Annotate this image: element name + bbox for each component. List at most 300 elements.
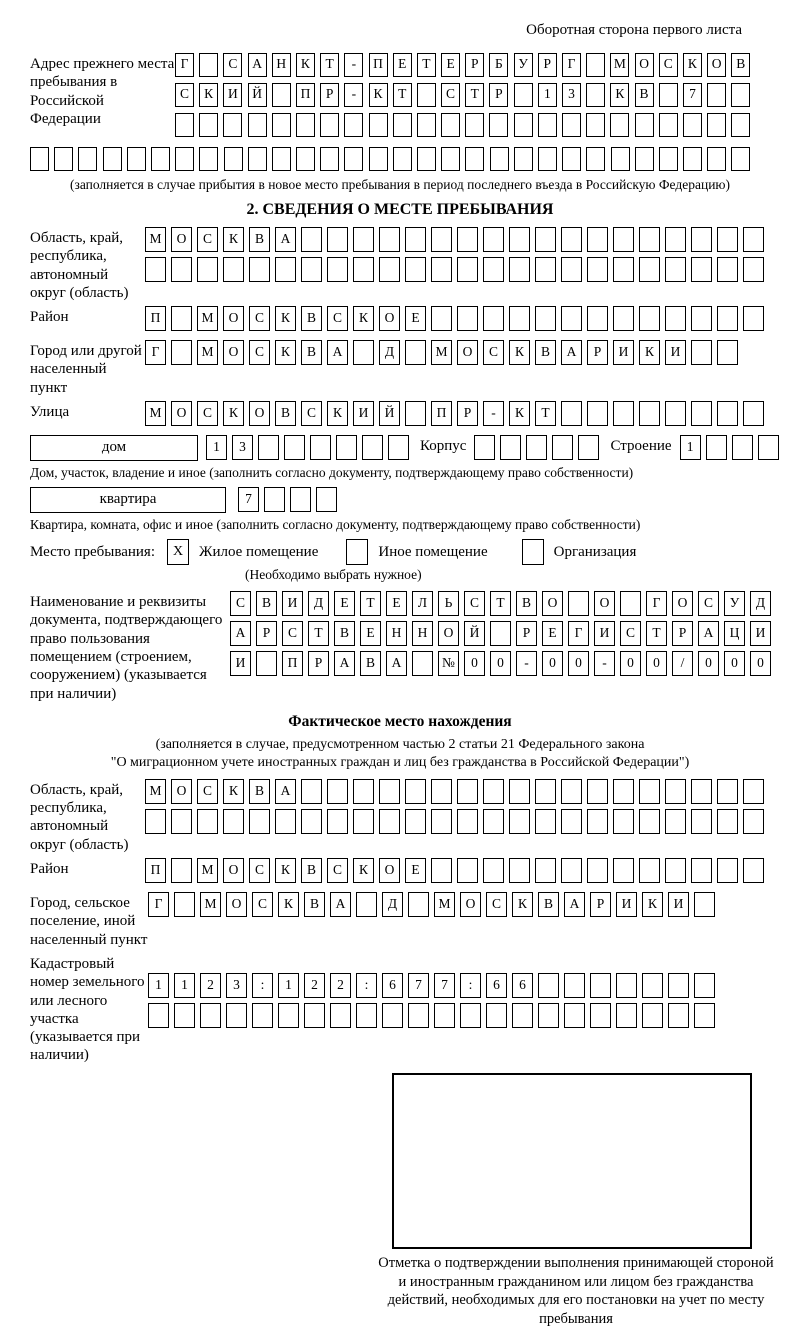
char-cell[interactable] <box>486 1003 507 1028</box>
char-cell[interactable] <box>465 113 484 137</box>
char-cell[interactable]: И <box>668 892 689 917</box>
char-cell[interactable] <box>731 83 750 107</box>
char-cell[interactable] <box>743 858 764 883</box>
char-cell[interactable] <box>457 306 478 331</box>
char-cell[interactable]: Д <box>308 591 329 616</box>
char-cell[interactable]: К <box>639 340 660 365</box>
char-cell[interactable]: Е <box>386 591 407 616</box>
char-cell[interactable]: С <box>327 306 348 331</box>
char-cell[interactable]: К <box>223 779 244 804</box>
char-cell[interactable] <box>483 257 504 282</box>
char-cell[interactable]: Т <box>646 621 667 646</box>
char-cell[interactable] <box>460 1003 481 1028</box>
char-cell[interactable]: Й <box>464 621 485 646</box>
char-cell[interactable] <box>683 147 702 171</box>
char-cell[interactable] <box>405 779 426 804</box>
char-cell[interactable] <box>296 113 315 137</box>
char-cell[interactable] <box>171 257 192 282</box>
char-cell[interactable] <box>310 435 331 460</box>
char-cell[interactable]: В <box>516 591 537 616</box>
char-cell[interactable] <box>174 1003 195 1028</box>
char-cell[interactable]: Б <box>489 53 508 77</box>
char-cell[interactable] <box>635 147 654 171</box>
char-cell[interactable]: В <box>304 892 325 917</box>
char-cell[interactable] <box>408 892 429 917</box>
char-cell[interactable]: А <box>275 779 296 804</box>
char-cell[interactable]: И <box>223 83 242 107</box>
char-cell[interactable] <box>717 340 738 365</box>
char-cell[interactable] <box>707 83 726 107</box>
char-cell[interactable]: А <box>248 53 267 77</box>
char-cell[interactable]: И <box>665 340 686 365</box>
char-cell[interactable] <box>175 147 194 171</box>
char-cell[interactable]: - <box>483 401 504 426</box>
char-cell[interactable] <box>252 1003 273 1028</box>
char-cell[interactable] <box>586 53 605 77</box>
char-cell[interactable] <box>691 340 712 365</box>
char-cell[interactable]: 1 <box>148 973 169 998</box>
char-cell[interactable] <box>457 779 478 804</box>
char-cell[interactable] <box>587 809 608 834</box>
char-cell[interactable] <box>457 227 478 252</box>
char-cell[interactable] <box>586 147 605 171</box>
char-cell[interactable]: 7 <box>238 487 259 512</box>
char-cell[interactable]: Р <box>320 83 339 107</box>
char-cell[interactable] <box>561 227 582 252</box>
confirmation-stamp-box[interactable] <box>392 1073 752 1249</box>
char-cell[interactable] <box>538 1003 559 1028</box>
char-cell[interactable]: С <box>282 621 303 646</box>
char-cell[interactable]: С <box>486 892 507 917</box>
char-cell[interactable] <box>613 257 634 282</box>
char-cell[interactable] <box>639 858 660 883</box>
char-cell[interactable] <box>316 487 337 512</box>
char-cell[interactable]: Й <box>248 83 267 107</box>
char-cell[interactable]: О <box>672 591 693 616</box>
char-cell[interactable] <box>665 779 686 804</box>
char-cell[interactable] <box>30 147 49 171</box>
char-cell[interactable] <box>587 401 608 426</box>
char-cell[interactable] <box>691 779 712 804</box>
char-cell[interactable]: В <box>301 858 322 883</box>
char-cell[interactable]: Д <box>379 340 400 365</box>
char-cell[interactable]: - <box>594 651 615 676</box>
char-cell[interactable] <box>613 858 634 883</box>
char-cell[interactable] <box>272 147 291 171</box>
char-cell[interactable]: 1 <box>278 973 299 998</box>
char-cell[interactable] <box>441 147 460 171</box>
char-cell[interactable]: Г <box>646 591 667 616</box>
char-cell[interactable] <box>171 340 192 365</box>
char-cell[interactable] <box>353 809 374 834</box>
char-cell[interactable]: К <box>275 340 296 365</box>
char-cell[interactable]: 0 <box>542 651 563 676</box>
char-cell[interactable] <box>171 809 192 834</box>
char-cell[interactable]: Е <box>405 306 426 331</box>
char-cell[interactable] <box>382 1003 403 1028</box>
char-cell[interactable]: В <box>249 779 270 804</box>
house-field-box[interactable]: дом <box>30 435 198 461</box>
char-cell[interactable] <box>490 147 509 171</box>
char-cell[interactable] <box>417 113 436 137</box>
char-cell[interactable]: О <box>707 53 726 77</box>
char-cell[interactable] <box>659 113 678 137</box>
char-cell[interactable] <box>743 306 764 331</box>
char-cell[interactable] <box>457 257 478 282</box>
char-cell[interactable] <box>743 227 764 252</box>
char-cell[interactable]: О <box>249 401 270 426</box>
char-cell[interactable] <box>509 779 530 804</box>
char-cell[interactable]: С <box>659 53 678 77</box>
char-cell[interactable] <box>223 257 244 282</box>
char-cell[interactable]: К <box>223 401 244 426</box>
char-cell[interactable] <box>620 591 641 616</box>
char-cell[interactable]: Е <box>334 591 355 616</box>
char-cell[interactable]: С <box>441 83 460 107</box>
char-cell[interactable] <box>568 591 589 616</box>
char-cell[interactable]: Р <box>587 340 608 365</box>
char-cell[interactable] <box>353 257 374 282</box>
char-cell[interactable]: П <box>145 306 166 331</box>
char-cell[interactable]: 0 <box>750 651 771 676</box>
char-cell[interactable] <box>639 401 660 426</box>
char-cell[interactable] <box>535 227 556 252</box>
char-cell[interactable]: С <box>223 53 242 77</box>
char-cell[interactable] <box>639 227 660 252</box>
char-cell[interactable]: 2 <box>330 973 351 998</box>
char-cell[interactable]: И <box>616 892 637 917</box>
char-cell[interactable] <box>431 257 452 282</box>
char-cell[interactable] <box>691 809 712 834</box>
char-cell[interactable] <box>405 257 426 282</box>
char-cell[interactable] <box>639 809 660 834</box>
char-cell[interactable]: Т <box>320 53 339 77</box>
char-cell[interactable]: В <box>535 340 556 365</box>
char-cell[interactable] <box>226 1003 247 1028</box>
char-cell[interactable]: М <box>145 779 166 804</box>
char-cell[interactable]: В <box>301 340 322 365</box>
char-cell[interactable]: Р <box>516 621 537 646</box>
char-cell[interactable] <box>717 779 738 804</box>
char-cell[interactable]: В <box>334 621 355 646</box>
char-cell[interactable] <box>514 147 533 171</box>
char-cell[interactable]: К <box>278 892 299 917</box>
char-cell[interactable] <box>275 809 296 834</box>
char-cell[interactable] <box>405 401 426 426</box>
char-cell[interactable] <box>586 113 605 137</box>
char-cell[interactable] <box>272 113 291 137</box>
char-cell[interactable] <box>717 306 738 331</box>
char-cell[interactable] <box>353 340 374 365</box>
char-cell[interactable] <box>642 973 663 998</box>
char-cell[interactable] <box>587 858 608 883</box>
residential-checkbox[interactable]: X <box>167 539 189 565</box>
char-cell[interactable]: М <box>145 401 166 426</box>
char-cell[interactable]: 3 <box>226 973 247 998</box>
char-cell[interactable] <box>509 306 530 331</box>
char-cell[interactable]: О <box>542 591 563 616</box>
char-cell[interactable] <box>561 401 582 426</box>
char-cell[interactable] <box>561 858 582 883</box>
char-cell[interactable] <box>248 113 267 137</box>
char-cell[interactable]: 7 <box>683 83 702 107</box>
char-cell[interactable] <box>639 257 660 282</box>
char-cell[interactable] <box>691 306 712 331</box>
char-cell[interactable]: Е <box>360 621 381 646</box>
char-cell[interactable] <box>717 227 738 252</box>
char-cell[interactable] <box>552 435 573 460</box>
char-cell[interactable]: Р <box>672 621 693 646</box>
char-cell[interactable] <box>683 113 702 137</box>
char-cell[interactable]: Н <box>412 621 433 646</box>
char-cell[interactable]: 2 <box>200 973 221 998</box>
char-cell[interactable]: Т <box>417 53 436 77</box>
char-cell[interactable] <box>665 809 686 834</box>
char-cell[interactable]: Г <box>145 340 166 365</box>
char-cell[interactable]: О <box>223 858 244 883</box>
char-cell[interactable]: А <box>561 340 582 365</box>
char-cell[interactable] <box>258 435 279 460</box>
char-cell[interactable] <box>278 1003 299 1028</box>
char-cell[interactable] <box>526 435 547 460</box>
char-cell[interactable] <box>535 306 556 331</box>
char-cell[interactable] <box>564 1003 585 1028</box>
char-cell[interactable]: К <box>327 401 348 426</box>
char-cell[interactable] <box>500 435 521 460</box>
char-cell[interactable] <box>197 257 218 282</box>
char-cell[interactable]: Е <box>441 53 460 77</box>
char-cell[interactable]: 3 <box>232 435 253 460</box>
char-cell[interactable] <box>535 809 556 834</box>
char-cell[interactable]: И <box>613 340 634 365</box>
char-cell[interactable] <box>171 306 192 331</box>
char-cell[interactable]: 0 <box>724 651 745 676</box>
char-cell[interactable] <box>336 435 357 460</box>
char-cell[interactable] <box>327 257 348 282</box>
char-cell[interactable]: О <box>223 340 244 365</box>
char-cell[interactable] <box>691 227 712 252</box>
char-cell[interactable]: С <box>197 779 218 804</box>
char-cell[interactable] <box>362 435 383 460</box>
char-cell[interactable] <box>514 83 533 107</box>
char-cell[interactable] <box>659 147 678 171</box>
char-cell[interactable] <box>249 809 270 834</box>
char-cell[interactable] <box>613 779 634 804</box>
char-cell[interactable]: Е <box>393 53 412 77</box>
char-cell[interactable]: А <box>698 621 719 646</box>
char-cell[interactable] <box>304 1003 325 1028</box>
char-cell[interactable]: Т <box>360 591 381 616</box>
char-cell[interactable]: К <box>296 53 315 77</box>
char-cell[interactable]: М <box>197 858 218 883</box>
char-cell[interactable] <box>272 83 291 107</box>
char-cell[interactable] <box>223 809 244 834</box>
char-cell[interactable]: О <box>438 621 459 646</box>
char-cell[interactable] <box>344 113 363 137</box>
char-cell[interactable]: Г <box>148 892 169 917</box>
char-cell[interactable]: О <box>226 892 247 917</box>
char-cell[interactable] <box>731 147 750 171</box>
char-cell[interactable] <box>353 227 374 252</box>
char-cell[interactable]: К <box>512 892 533 917</box>
char-cell[interactable]: К <box>223 227 244 252</box>
char-cell[interactable] <box>707 147 726 171</box>
char-cell[interactable]: М <box>197 340 218 365</box>
char-cell[interactable]: Н <box>272 53 291 77</box>
char-cell[interactable] <box>611 147 630 171</box>
char-cell[interactable] <box>590 973 611 998</box>
char-cell[interactable]: О <box>171 779 192 804</box>
char-cell[interactable]: 6 <box>382 973 403 998</box>
char-cell[interactable]: Е <box>405 858 426 883</box>
char-cell[interactable]: С <box>252 892 273 917</box>
char-cell[interactable] <box>103 147 122 171</box>
char-cell[interactable] <box>175 113 194 137</box>
char-cell[interactable] <box>717 858 738 883</box>
char-cell[interactable]: 6 <box>486 973 507 998</box>
char-cell[interactable]: 1 <box>206 435 227 460</box>
char-cell[interactable]: Р <box>590 892 611 917</box>
char-cell[interactable]: - <box>344 53 363 77</box>
char-cell[interactable] <box>717 257 738 282</box>
char-cell[interactable] <box>356 892 377 917</box>
char-cell[interactable] <box>199 113 218 137</box>
char-cell[interactable] <box>509 858 530 883</box>
char-cell[interactable] <box>694 1003 715 1028</box>
char-cell[interactable]: П <box>145 858 166 883</box>
char-cell[interactable] <box>731 113 750 137</box>
char-cell[interactable]: К <box>509 340 530 365</box>
char-cell[interactable] <box>145 257 166 282</box>
char-cell[interactable] <box>668 1003 689 1028</box>
char-cell[interactable] <box>379 809 400 834</box>
char-cell[interactable]: 7 <box>408 973 429 998</box>
char-cell[interactable] <box>564 973 585 998</box>
char-cell[interactable] <box>613 809 634 834</box>
char-cell[interactable]: И <box>230 651 251 676</box>
char-cell[interactable] <box>275 257 296 282</box>
char-cell[interactable] <box>483 306 504 331</box>
char-cell[interactable]: В <box>360 651 381 676</box>
char-cell[interactable]: М <box>145 227 166 252</box>
char-cell[interactable] <box>151 147 170 171</box>
char-cell[interactable] <box>197 809 218 834</box>
char-cell[interactable] <box>148 1003 169 1028</box>
char-cell[interactable] <box>509 809 530 834</box>
char-cell[interactable] <box>538 973 559 998</box>
char-cell[interactable] <box>691 401 712 426</box>
char-cell[interactable] <box>561 809 582 834</box>
char-cell[interactable]: К <box>369 83 388 107</box>
char-cell[interactable]: П <box>431 401 452 426</box>
char-cell[interactable] <box>561 257 582 282</box>
char-cell[interactable]: А <box>327 340 348 365</box>
char-cell[interactable]: И <box>750 621 771 646</box>
char-cell[interactable] <box>369 147 388 171</box>
char-cell[interactable]: О <box>171 401 192 426</box>
char-cell[interactable]: С <box>197 401 218 426</box>
char-cell[interactable] <box>616 973 637 998</box>
char-cell[interactable] <box>465 147 484 171</box>
char-cell[interactable] <box>707 113 726 137</box>
char-cell[interactable]: С <box>698 591 719 616</box>
char-cell[interactable] <box>535 858 556 883</box>
char-cell[interactable]: Р <box>465 53 484 77</box>
char-cell[interactable] <box>431 227 452 252</box>
char-cell[interactable] <box>127 147 146 171</box>
char-cell[interactable]: 0 <box>464 651 485 676</box>
char-cell[interactable]: О <box>379 858 400 883</box>
char-cell[interactable] <box>54 147 73 171</box>
char-cell[interactable] <box>642 1003 663 1028</box>
char-cell[interactable] <box>613 227 634 252</box>
char-cell[interactable]: С <box>464 591 485 616</box>
char-cell[interactable]: К <box>199 83 218 107</box>
char-cell[interactable]: М <box>610 53 629 77</box>
char-cell[interactable] <box>587 779 608 804</box>
char-cell[interactable] <box>665 257 686 282</box>
char-cell[interactable]: У <box>514 53 533 77</box>
char-cell[interactable] <box>224 147 243 171</box>
char-cell[interactable]: С <box>197 227 218 252</box>
char-cell[interactable] <box>301 779 322 804</box>
char-cell[interactable] <box>535 257 556 282</box>
char-cell[interactable] <box>587 227 608 252</box>
char-cell[interactable]: В <box>256 591 277 616</box>
char-cell[interactable]: Т <box>490 591 511 616</box>
char-cell[interactable]: Т <box>465 83 484 107</box>
char-cell[interactable] <box>561 779 582 804</box>
char-cell[interactable] <box>379 779 400 804</box>
char-cell[interactable] <box>743 809 764 834</box>
char-cell[interactable]: В <box>635 83 654 107</box>
char-cell[interactable]: Е <box>542 621 563 646</box>
char-cell[interactable]: К <box>683 53 702 77</box>
char-cell[interactable]: Р <box>489 83 508 107</box>
char-cell[interactable] <box>405 227 426 252</box>
apartment-field-box[interactable]: квартира <box>30 487 226 513</box>
char-cell[interactable] <box>562 113 581 137</box>
char-cell[interactable]: М <box>434 892 455 917</box>
char-cell[interactable] <box>369 113 388 137</box>
char-cell[interactable]: Л <box>412 591 433 616</box>
char-cell[interactable] <box>706 435 727 460</box>
char-cell[interactable] <box>743 401 764 426</box>
char-cell[interactable] <box>514 113 533 137</box>
char-cell[interactable] <box>659 83 678 107</box>
char-cell[interactable]: Ь <box>438 591 459 616</box>
char-cell[interactable] <box>535 779 556 804</box>
char-cell[interactable]: № <box>438 651 459 676</box>
char-cell[interactable] <box>417 83 436 107</box>
char-cell[interactable]: - <box>344 83 363 107</box>
char-cell[interactable]: Т <box>308 621 329 646</box>
char-cell[interactable] <box>330 1003 351 1028</box>
char-cell[interactable] <box>223 113 242 137</box>
char-cell[interactable] <box>509 227 530 252</box>
char-cell[interactable]: : <box>460 973 481 998</box>
char-cell[interactable] <box>171 858 192 883</box>
char-cell[interactable] <box>327 809 348 834</box>
char-cell[interactable]: 0 <box>646 651 667 676</box>
char-cell[interactable]: Р <box>538 53 557 77</box>
char-cell[interactable]: Г <box>568 621 589 646</box>
char-cell[interactable] <box>264 487 285 512</box>
char-cell[interactable] <box>490 621 511 646</box>
other-premises-checkbox[interactable] <box>346 539 368 565</box>
char-cell[interactable]: А <box>386 651 407 676</box>
char-cell[interactable] <box>586 83 605 107</box>
